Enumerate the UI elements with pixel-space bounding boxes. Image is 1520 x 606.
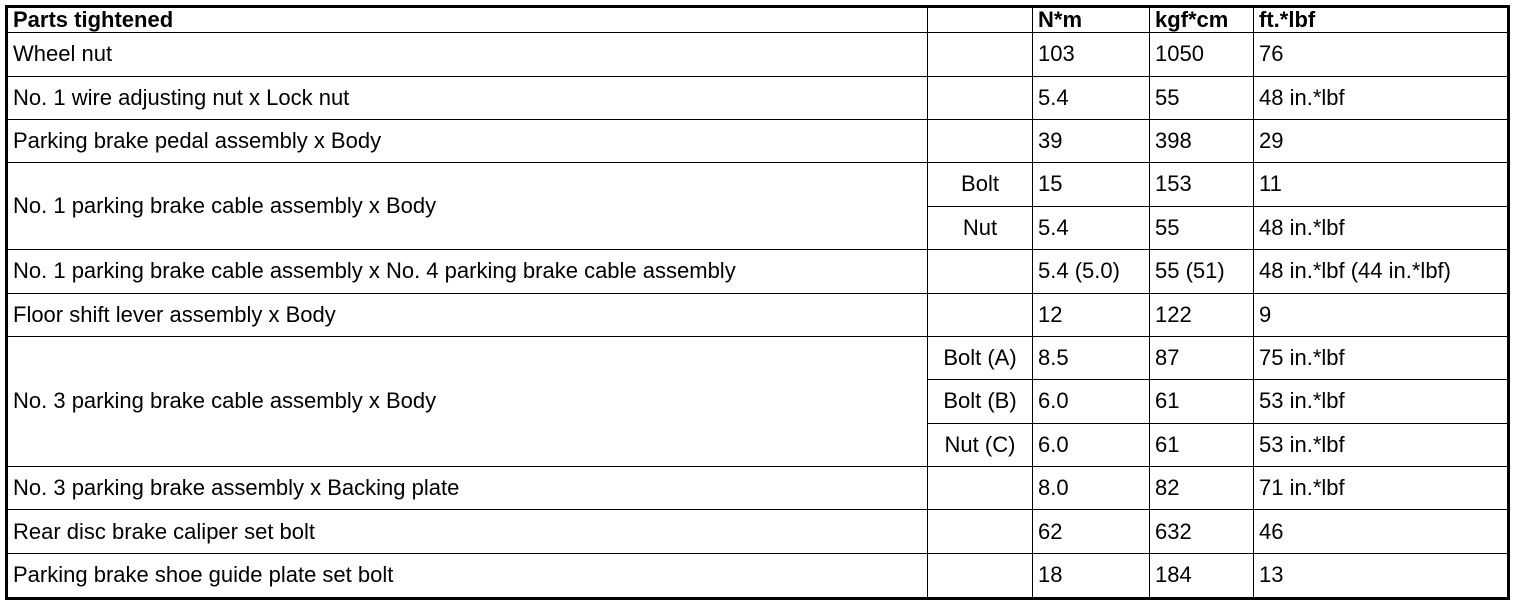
fastener-cell: [928, 33, 1033, 76]
nm-cell: 8.5: [1033, 336, 1150, 379]
part-cell: No. 3 parking brake assembly x Backing plate: [7, 467, 928, 510]
part-cell: Parking brake shoe guide plate set bolt: [7, 553, 928, 598]
nm-cell: 39: [1033, 119, 1150, 162]
kgfcm-cell: 82: [1150, 467, 1254, 510]
nm-cell: 5.4: [1033, 206, 1150, 249]
nm-cell: 6.0: [1033, 380, 1150, 423]
ftlbf-cell: 13: [1254, 553, 1509, 598]
kgfcm-cell: 153: [1150, 163, 1254, 206]
table-row: [7, 250, 1509, 293]
kgfcm-cell: 55 (51): [1150, 250, 1254, 293]
nm-cell: 5.4: [1033, 76, 1150, 119]
ftlbf-cell: 53 in.*lbf: [1254, 423, 1509, 466]
table-row: [7, 163, 1509, 206]
table-row: [7, 33, 1509, 76]
part-cell: Rear disc brake caliper set bolt: [7, 510, 928, 553]
fastener-cell: Nut (C): [928, 423, 1033, 466]
kgfcm-cell: 55: [1150, 76, 1254, 119]
ftlbf-cell: 75 in.*lbf: [1254, 336, 1509, 379]
part-cell: Floor shift lever assembly x Body: [7, 293, 928, 336]
table-row: [7, 553, 1509, 598]
nm-cell: 103: [1033, 33, 1150, 76]
part-cell: Parking brake pedal assembly x Body: [7, 119, 928, 162]
ftlbf-cell: 11: [1254, 163, 1509, 206]
table-row: [7, 119, 1509, 162]
fastener-cell: [928, 553, 1033, 598]
kgfcm-cell: 55: [1150, 206, 1254, 249]
part-cell: No. 1 parking brake cable assembly x No. 4 parking brake cable assembly: [7, 250, 928, 293]
header-kgfcm: kgf*cm: [1150, 7, 1254, 33]
kgfcm-cell: 61: [1150, 380, 1254, 423]
nm-cell: 6.0: [1033, 423, 1150, 466]
fastener-cell: [928, 76, 1033, 119]
table-row: [7, 336, 1509, 379]
header-row: [7, 7, 1509, 33]
table-row: [7, 76, 1509, 119]
ftlbf-cell: 71 in.*lbf: [1254, 467, 1509, 510]
nm-cell: 8.0: [1033, 467, 1150, 510]
fastener-cell: Bolt (B): [928, 380, 1033, 423]
part-cell: No. 1 parking brake cable assembly x Body: [7, 163, 928, 250]
part-cell: No. 3 parking brake cable assembly x Body: [7, 336, 928, 466]
nm-cell: 5.4 (5.0): [1033, 250, 1150, 293]
fastener-cell: Bolt (A): [928, 336, 1033, 379]
ftlbf-cell: 48 in.*lbf: [1254, 206, 1509, 249]
fastener-cell: [928, 250, 1033, 293]
fastener-cell: Bolt: [928, 163, 1033, 206]
part-cell: Wheel nut: [7, 33, 928, 76]
ftlbf-cell: 76: [1254, 33, 1509, 76]
header-fastener-type: [928, 7, 1033, 33]
ftlbf-cell: 29: [1254, 119, 1509, 162]
ftlbf-cell: 48 in.*lbf (44 in.*lbf): [1254, 250, 1509, 293]
table-row: [7, 467, 1509, 510]
part-cell: No. 1 wire adjusting nut x Lock nut: [7, 76, 928, 119]
fastener-cell: [928, 510, 1033, 553]
fastener-cell: Nut: [928, 206, 1033, 249]
torque-specification-table: [5, 5, 1510, 600]
kgfcm-cell: 1050: [1150, 33, 1254, 76]
nm-cell: 15: [1033, 163, 1150, 206]
ftlbf-cell: 48 in.*lbf: [1254, 76, 1509, 119]
header-nm: N*m: [1033, 7, 1150, 33]
kgfcm-cell: 184: [1150, 553, 1254, 598]
header-ftlbf: ft.*lbf: [1254, 7, 1509, 33]
kgfcm-cell: 632: [1150, 510, 1254, 553]
kgfcm-cell: 398: [1150, 119, 1254, 162]
ftlbf-cell: 53 in.*lbf: [1254, 380, 1509, 423]
nm-cell: 62: [1033, 510, 1150, 553]
table-row: [7, 510, 1509, 553]
fastener-cell: [928, 467, 1033, 510]
table-row: [7, 293, 1509, 336]
fastener-cell: [928, 293, 1033, 336]
ftlbf-cell: 9: [1254, 293, 1509, 336]
kgfcm-cell: 122: [1150, 293, 1254, 336]
nm-cell: 18: [1033, 553, 1150, 598]
kgfcm-cell: 87: [1150, 336, 1254, 379]
nm-cell: 12: [1033, 293, 1150, 336]
header-parts-tightened: Parts tightened: [7, 7, 928, 33]
ftlbf-cell: 46: [1254, 510, 1509, 553]
kgfcm-cell: 61: [1150, 423, 1254, 466]
fastener-cell: [928, 119, 1033, 162]
